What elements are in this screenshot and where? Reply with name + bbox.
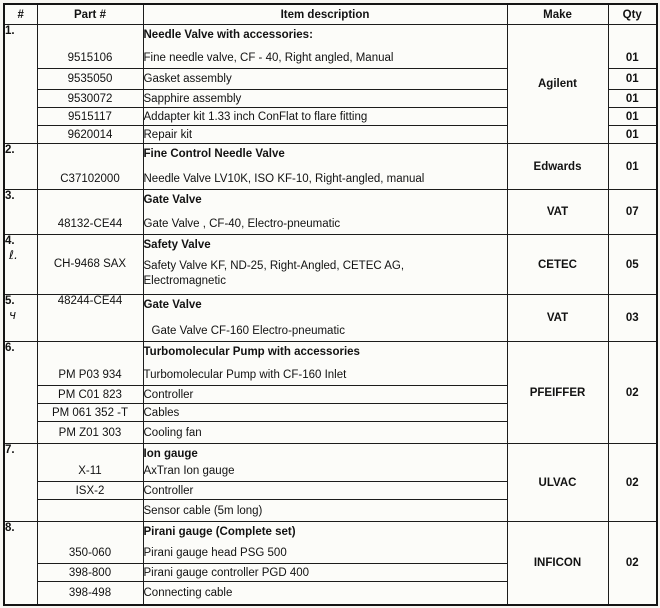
part-number-cell: PM C01 823 xyxy=(37,386,143,404)
description-cell xyxy=(143,522,507,564)
part-number-cell: 9535050 xyxy=(37,69,143,90)
description-cell: Repair kit xyxy=(143,126,507,144)
item-number: 4. xyxy=(5,235,15,247)
item-description: Fine needle valve, CF - 40, Right angled, Manual xyxy=(143,51,394,64)
item-title: Safety Valve xyxy=(143,239,211,251)
column-header-num: # xyxy=(4,4,37,25)
item-title: Needle Valve with accessories: xyxy=(143,28,313,41)
part-number: CH-9468 SAX xyxy=(53,258,127,270)
parts-table xyxy=(3,3,658,606)
part-number-cell xyxy=(37,235,143,295)
part-number-cell: 9620014 xyxy=(37,126,143,144)
part-number: 350-060 xyxy=(68,546,112,559)
item-number: 8. xyxy=(5,522,15,534)
qty-cell: 01 xyxy=(608,69,657,90)
description-cell: Connecting cable xyxy=(143,582,507,605)
description-cell: Gasket assembly xyxy=(143,69,507,90)
table-row xyxy=(4,25,657,69)
handwritten-mark: ч xyxy=(9,308,17,322)
qty-cell: 03 xyxy=(608,295,657,342)
part-number-cell: 398-800 xyxy=(37,564,143,582)
part-number-cell xyxy=(37,25,143,69)
item-title: Fine Control Needle Valve xyxy=(143,147,285,160)
part-number: 48132-CE44 xyxy=(57,217,123,230)
qty-cell: 02 xyxy=(608,522,657,605)
item-number-cell xyxy=(4,235,37,295)
item-number: 3. xyxy=(5,190,15,202)
make-cell: VAT xyxy=(507,295,608,342)
make-cell: PFEIFFER xyxy=(507,342,608,444)
description-cell xyxy=(143,144,507,190)
description-cell: Addapter kit 1.33 inch ConFlat to flare fitting xyxy=(143,108,507,126)
description-cell: Pirani gauge controller PGD 400 xyxy=(143,564,507,582)
item-description: Gate Valve CF-160 Electro-pneumatic xyxy=(151,324,345,337)
part-number-cell: PM 061 352 -T xyxy=(37,404,143,422)
column-header-qty: Qty xyxy=(608,4,657,25)
item-description: Electromagnetic xyxy=(143,275,226,287)
column-header-part: Part # xyxy=(37,4,143,25)
item-number: 1. xyxy=(5,25,15,37)
item-number-cell xyxy=(4,25,37,144)
qty-cell: 01 xyxy=(608,144,657,190)
qty-cell: 01 xyxy=(608,108,657,126)
header-row xyxy=(4,4,657,25)
description-cell xyxy=(143,25,507,69)
table-row xyxy=(4,144,657,190)
part-number: PM P03 934 xyxy=(58,368,122,381)
part-number: 9515106 xyxy=(67,51,113,64)
item-number: 6. xyxy=(5,342,15,354)
description-cell xyxy=(143,235,507,295)
item-number-cell xyxy=(4,522,37,605)
qty-cell: 07 xyxy=(608,190,657,235)
description-cell: Sapphire assembly xyxy=(143,90,507,108)
part-number-cell: ISX-2 xyxy=(37,482,143,500)
part-number-cell: 398-498 xyxy=(37,582,143,605)
qty-cell: 01 xyxy=(608,90,657,108)
item-title: Gate Valve xyxy=(143,193,202,206)
make-cell: CETEC xyxy=(507,235,608,295)
description-cell xyxy=(143,295,507,342)
part-number-cell xyxy=(37,190,143,235)
item-number-cell xyxy=(4,342,37,444)
qty-cell: 02 xyxy=(608,444,657,522)
qty-cell: 01 xyxy=(608,126,657,144)
item-description: AxTran Ion gauge xyxy=(143,464,235,477)
make-cell: INFICON xyxy=(507,522,608,605)
item-number-cell xyxy=(4,295,37,342)
item-title: Turbomolecular Pump with accessories xyxy=(143,345,360,358)
part-number: C37102000 xyxy=(60,172,120,185)
item-number: 5. xyxy=(5,295,15,307)
qty-value: 01 xyxy=(625,51,639,64)
table-row xyxy=(4,235,657,295)
description-cell: Cables xyxy=(143,404,507,422)
table-row xyxy=(4,522,657,564)
make-cell: Agilent xyxy=(507,25,608,144)
item-number-cell xyxy=(4,144,37,190)
table-row xyxy=(4,190,657,235)
item-description: Gate Valve , CF-40, Electro-pneumatic xyxy=(143,217,341,230)
part-number-cell xyxy=(37,342,143,386)
table-row xyxy=(4,342,657,386)
qty-cell: 02 xyxy=(608,342,657,444)
handwritten-mark: ℓ. xyxy=(9,248,18,262)
item-number: 2. xyxy=(5,144,15,156)
description-cell xyxy=(143,342,507,386)
qty-cell: 05 xyxy=(608,235,657,295)
part-number-cell xyxy=(37,522,143,564)
item-title: Pirani gauge (Complete set) xyxy=(143,525,296,538)
part-number-cell xyxy=(37,500,143,522)
part-number: X-11 xyxy=(78,464,102,477)
column-header-make: Make xyxy=(507,4,608,25)
description-cell xyxy=(143,444,507,482)
table-row xyxy=(4,444,657,482)
description-cell: Sensor cable (5m long) xyxy=(143,500,507,522)
item-title: Gate Valve xyxy=(143,298,202,311)
description-cell: Controller xyxy=(143,482,507,500)
item-description: Needle Valve LV10K, ISO KF-10, Right-angled, manual xyxy=(143,172,425,185)
column-header-description: Item description xyxy=(143,4,507,25)
item-description: Pirani gauge head PSG 500 xyxy=(143,546,287,559)
part-number-cell xyxy=(37,144,143,190)
table-row xyxy=(4,295,657,342)
description-cell: Controller xyxy=(143,386,507,404)
part-number-cell: 48244-CE44 xyxy=(37,295,143,342)
qty-cell xyxy=(608,25,657,69)
item-number-cell xyxy=(4,444,37,522)
part-number-cell: PM Z01 303 xyxy=(37,422,143,444)
item-description: Turbomolecular Pump with CF-160 Inlet xyxy=(143,368,347,381)
make-cell: VAT xyxy=(507,190,608,235)
item-description: Safety Valve KF, ND-25, Right-Angled, CETEC AG, xyxy=(143,260,405,272)
part-number-cell xyxy=(37,444,143,482)
part-number-cell: 9515117 xyxy=(37,108,143,126)
description-cell: Cooling fan xyxy=(143,422,507,444)
item-number-cell xyxy=(4,190,37,235)
make-cell: ULVAC xyxy=(507,444,608,522)
item-title: Ion gauge xyxy=(143,447,198,460)
description-cell xyxy=(143,190,507,235)
make-cell: Edwards xyxy=(507,144,608,190)
item-number: 7. xyxy=(5,444,15,456)
part-number-cell: 9530072 xyxy=(37,90,143,108)
